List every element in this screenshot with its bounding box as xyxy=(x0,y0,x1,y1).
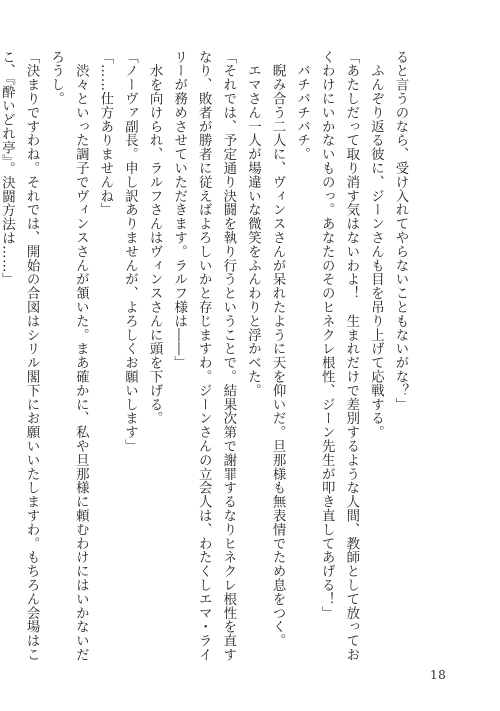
text-line: くわけにいかないものっ。あなたのそのヒネクレ根性、ジーン先生が叩き直してあげる！」 xyxy=(319,50,335,620)
text-line: 「……仕方ありませんね」 xyxy=(97,50,113,217)
text-line: 水を向けられ、ラルフさんはヴィンスさんに頭を下げる。 xyxy=(147,50,163,426)
page-number: 18 xyxy=(430,668,447,682)
text-line: 「それでは、予定通り決闘を執り行うということで。結果次第で謝罪するなりヒネクレ根性を直す xyxy=(220,50,236,662)
text-line: リーが務めさせていただきます。ラルフ様は――」 xyxy=(171,50,187,370)
text-line: こ、『酔いどれ亭』。決闘方法は……」 xyxy=(0,50,15,287)
vertical-text-body xyxy=(0,50,412,662)
text-line: ると言うのなら、受け入れてやらないこともないがな？」 xyxy=(393,50,408,412)
text-line: バチバチバチ。 xyxy=(294,50,310,162)
text-line: ろうし。 xyxy=(48,50,64,106)
text-line: ふんぞり返る彼に、ジーンさんも目を吊り上げて応戦する。 xyxy=(368,50,384,440)
text-line: エマさん一人が場違いな微笑をふんわりと浮かべた。 xyxy=(245,50,261,398)
text-line: 「あたしだって取り消す気はないわよ！ 生まれだけで差別するような人間、教師として放ってお xyxy=(343,50,359,662)
text-line: 「ノーヴァ副長。申し訳ありませんが、よろしくお願いします」 xyxy=(122,50,138,454)
text-line: 「決まりですわね。それでは、開始の合図はシリル閣下にお願いいたしますわ。もちろん会場はこ xyxy=(24,50,40,662)
text-line: 睨み合う二人に、ヴィンスさんが呆れたように天を仰いだ。旦那様も無表情でため息をつく。 xyxy=(270,50,286,648)
text-line: なり、敗者が勝者に従えばよろしいかと存じますわ。ジーンさんの立会人は、わたくしエマ・ライ xyxy=(196,50,212,662)
text-line: 渋々といった調子でヴィンスさんが頷いた。まあ確かに、私や旦那様に頼むわけにはいかないだ xyxy=(73,50,89,662)
